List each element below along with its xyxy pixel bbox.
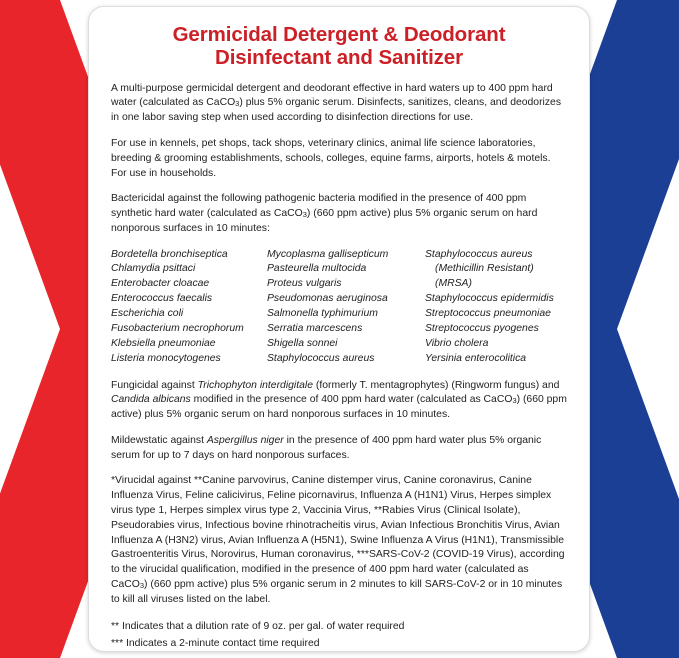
list-item: Pseudomonas aeruginosa [267, 293, 388, 305]
list-item: Shigella sonnei [267, 337, 338, 349]
intro-text-b: ) plus 5% organic serum. Disinfects, sanitizes, cleans, and deodorizes in one labor saving step when used according to disinfection directions for use. [111, 97, 562, 124]
mildewstatic-text-1: Mildewstatic against [111, 434, 207, 446]
paragraph-use-sites: For use in kennels, pet shops, tack shops, veterinary clinics, animal life science laboratories, breeding & grooming establishments, schools, colleges, equine farms, airports, hotels & motels. For use in households. [111, 138, 551, 179]
list-item: (Methicillin Resistant) [435, 263, 534, 275]
list-item: Enterobacter cloacae [111, 278, 210, 290]
virucidal-text-a: *Virucidal against **Canine parvovirus, Canine distemper virus, Canine coronavirus, Canine Influenza Virus, Feline calicivirus, Feline picornavirus, Influenza A (H1N1) Virus, Herpes simplex virus type 1, Herpes simplex virus type 2, Vaccinia Virus, **Rabies Virus (Clinical Isolate), Pseudorabies virus, Infectious bovine rhinotracheitis virus, Avian Infectious Bronchitis Virus, Avian Influenza A (H3N2) virus, Avian Influenza A (H5N1), Swine Influenza A Virus (H1N1), Transmissible Gastroenteritis Virus, Norovirus, Human coronavirus, ***SARS-CoV-2 (COVID-19 Virus), according to the virucidal qualification, modified in the presence of 400 ppm hard water (calculated as CaCO [111, 475, 565, 590]
list-item: Staphylococcus epidermidis [425, 293, 554, 305]
bacteria-column-2 [267, 248, 425, 367]
bactericidal-subscript-3: 3 [302, 210, 307, 220]
list-item: Enterococcus faecalis [111, 293, 213, 305]
list-item: Serratia marcescens [267, 322, 363, 334]
paragraph-fungicidal [111, 379, 567, 423]
list-item: Salmonella typhimurium [267, 308, 378, 320]
list-item: Vibrio cholera [425, 337, 489, 349]
page-title [111, 23, 567, 70]
fungicidal-text-1: Fungicidal against [111, 379, 198, 391]
list-item: (MRSA) [435, 278, 472, 290]
title-line-1: Germicidal Detergent & Deodorant [172, 23, 506, 46]
bactericidal-text-b: ) (660 ppm active) plus 5% organic serum on hard nonporous surfaces in 10 minutes: [111, 208, 538, 234]
mildewstatic-text-2: in the presence of 400 ppm hard water plus 5% organic serum for up to 7 days on hard nonporous surfaces. [111, 434, 542, 461]
list-item: Escherichia coli [111, 308, 184, 320]
footnotes [111, 620, 567, 652]
list-item: Listeria monocytogenes [111, 352, 221, 364]
intro-subscript-3: 3 [235, 99, 240, 109]
virucidal-text-b: ) (660 ppm active) plus 5% organic serum in 2 minutes to kill SARS-CoV-2 or in 10 minutes to kill all viruses listed on the label. [111, 578, 563, 605]
product-label-card [88, 6, 590, 652]
paragraph-bactericidal [111, 192, 567, 236]
fungicidal-text-2: (formerly T. mentagrophytes) (Ringworm fungus) and [312, 379, 560, 391]
intro-text-a: A multi-purpose germicidal detergent and deodorant effective in hard waters up to 400 ppm hard water (calculated as CaCO [111, 82, 553, 109]
list-item: Chlamydia psittaci [111, 263, 196, 275]
fungicidal-subscript-3: 3 [512, 396, 517, 406]
fungicidal-organism-2: Candida albicans [111, 394, 191, 406]
list-item: Staphylococcus aureus [425, 248, 533, 260]
list-item: Pasteurella multocida [267, 263, 367, 275]
footnote-dilution: ** Indicates that a dilution rate of 9 oz. per gal. of water required [111, 621, 405, 633]
bacteria-column-3 [425, 248, 571, 367]
list-item: Fusobacterium necrophorum [111, 322, 244, 334]
fungicidal-organism-1: Trichophyton interdigitale [197, 379, 313, 391]
list-item: Streptococcus pneumoniae [425, 308, 551, 320]
list-item: Bordetella bronchiseptica [111, 248, 228, 260]
list-item: Klebsiella pneumoniae [111, 337, 216, 349]
list-item: Proteus vulgaris [267, 278, 342, 290]
title-line-2: Disinfectant and Sanitizer [214, 46, 463, 70]
fungicidal-text-3a: modified in the presence of 400 ppm hard water (calculated as CaCO [190, 394, 513, 406]
mildewstatic-organism: Aspergillus niger [206, 434, 284, 446]
bacteria-column-1 [111, 248, 267, 367]
paragraph-intro [111, 82, 567, 126]
bactericidal-text-a: Bactericidal against the following pathogenic bacteria modified in the presence of 400 ppm synthetic hard water (calculated as CaCO [111, 193, 527, 220]
paragraph-virucidal [111, 474, 567, 607]
virucidal-subscript-3: 3 [139, 580, 145, 590]
list-item: Mycoplasma gallisepticum [267, 248, 389, 260]
list-item: Staphylococcus aureus [267, 352, 375, 364]
label-body [111, 82, 567, 652]
fungicidal-text-3b: ) (660 ppm active) plus 5% organic serum on hard nonporous surfaces in 10 minutes. [111, 394, 567, 421]
list-item: Streptococcus pyogenes [425, 322, 539, 334]
footnote-contact-time: *** Indicates a 2-minute contact time required [111, 638, 320, 650]
paragraph-mildewstatic [111, 434, 567, 464]
list-item: Yersinia enterocolitica [425, 352, 527, 364]
bacteria-list [111, 248, 567, 367]
